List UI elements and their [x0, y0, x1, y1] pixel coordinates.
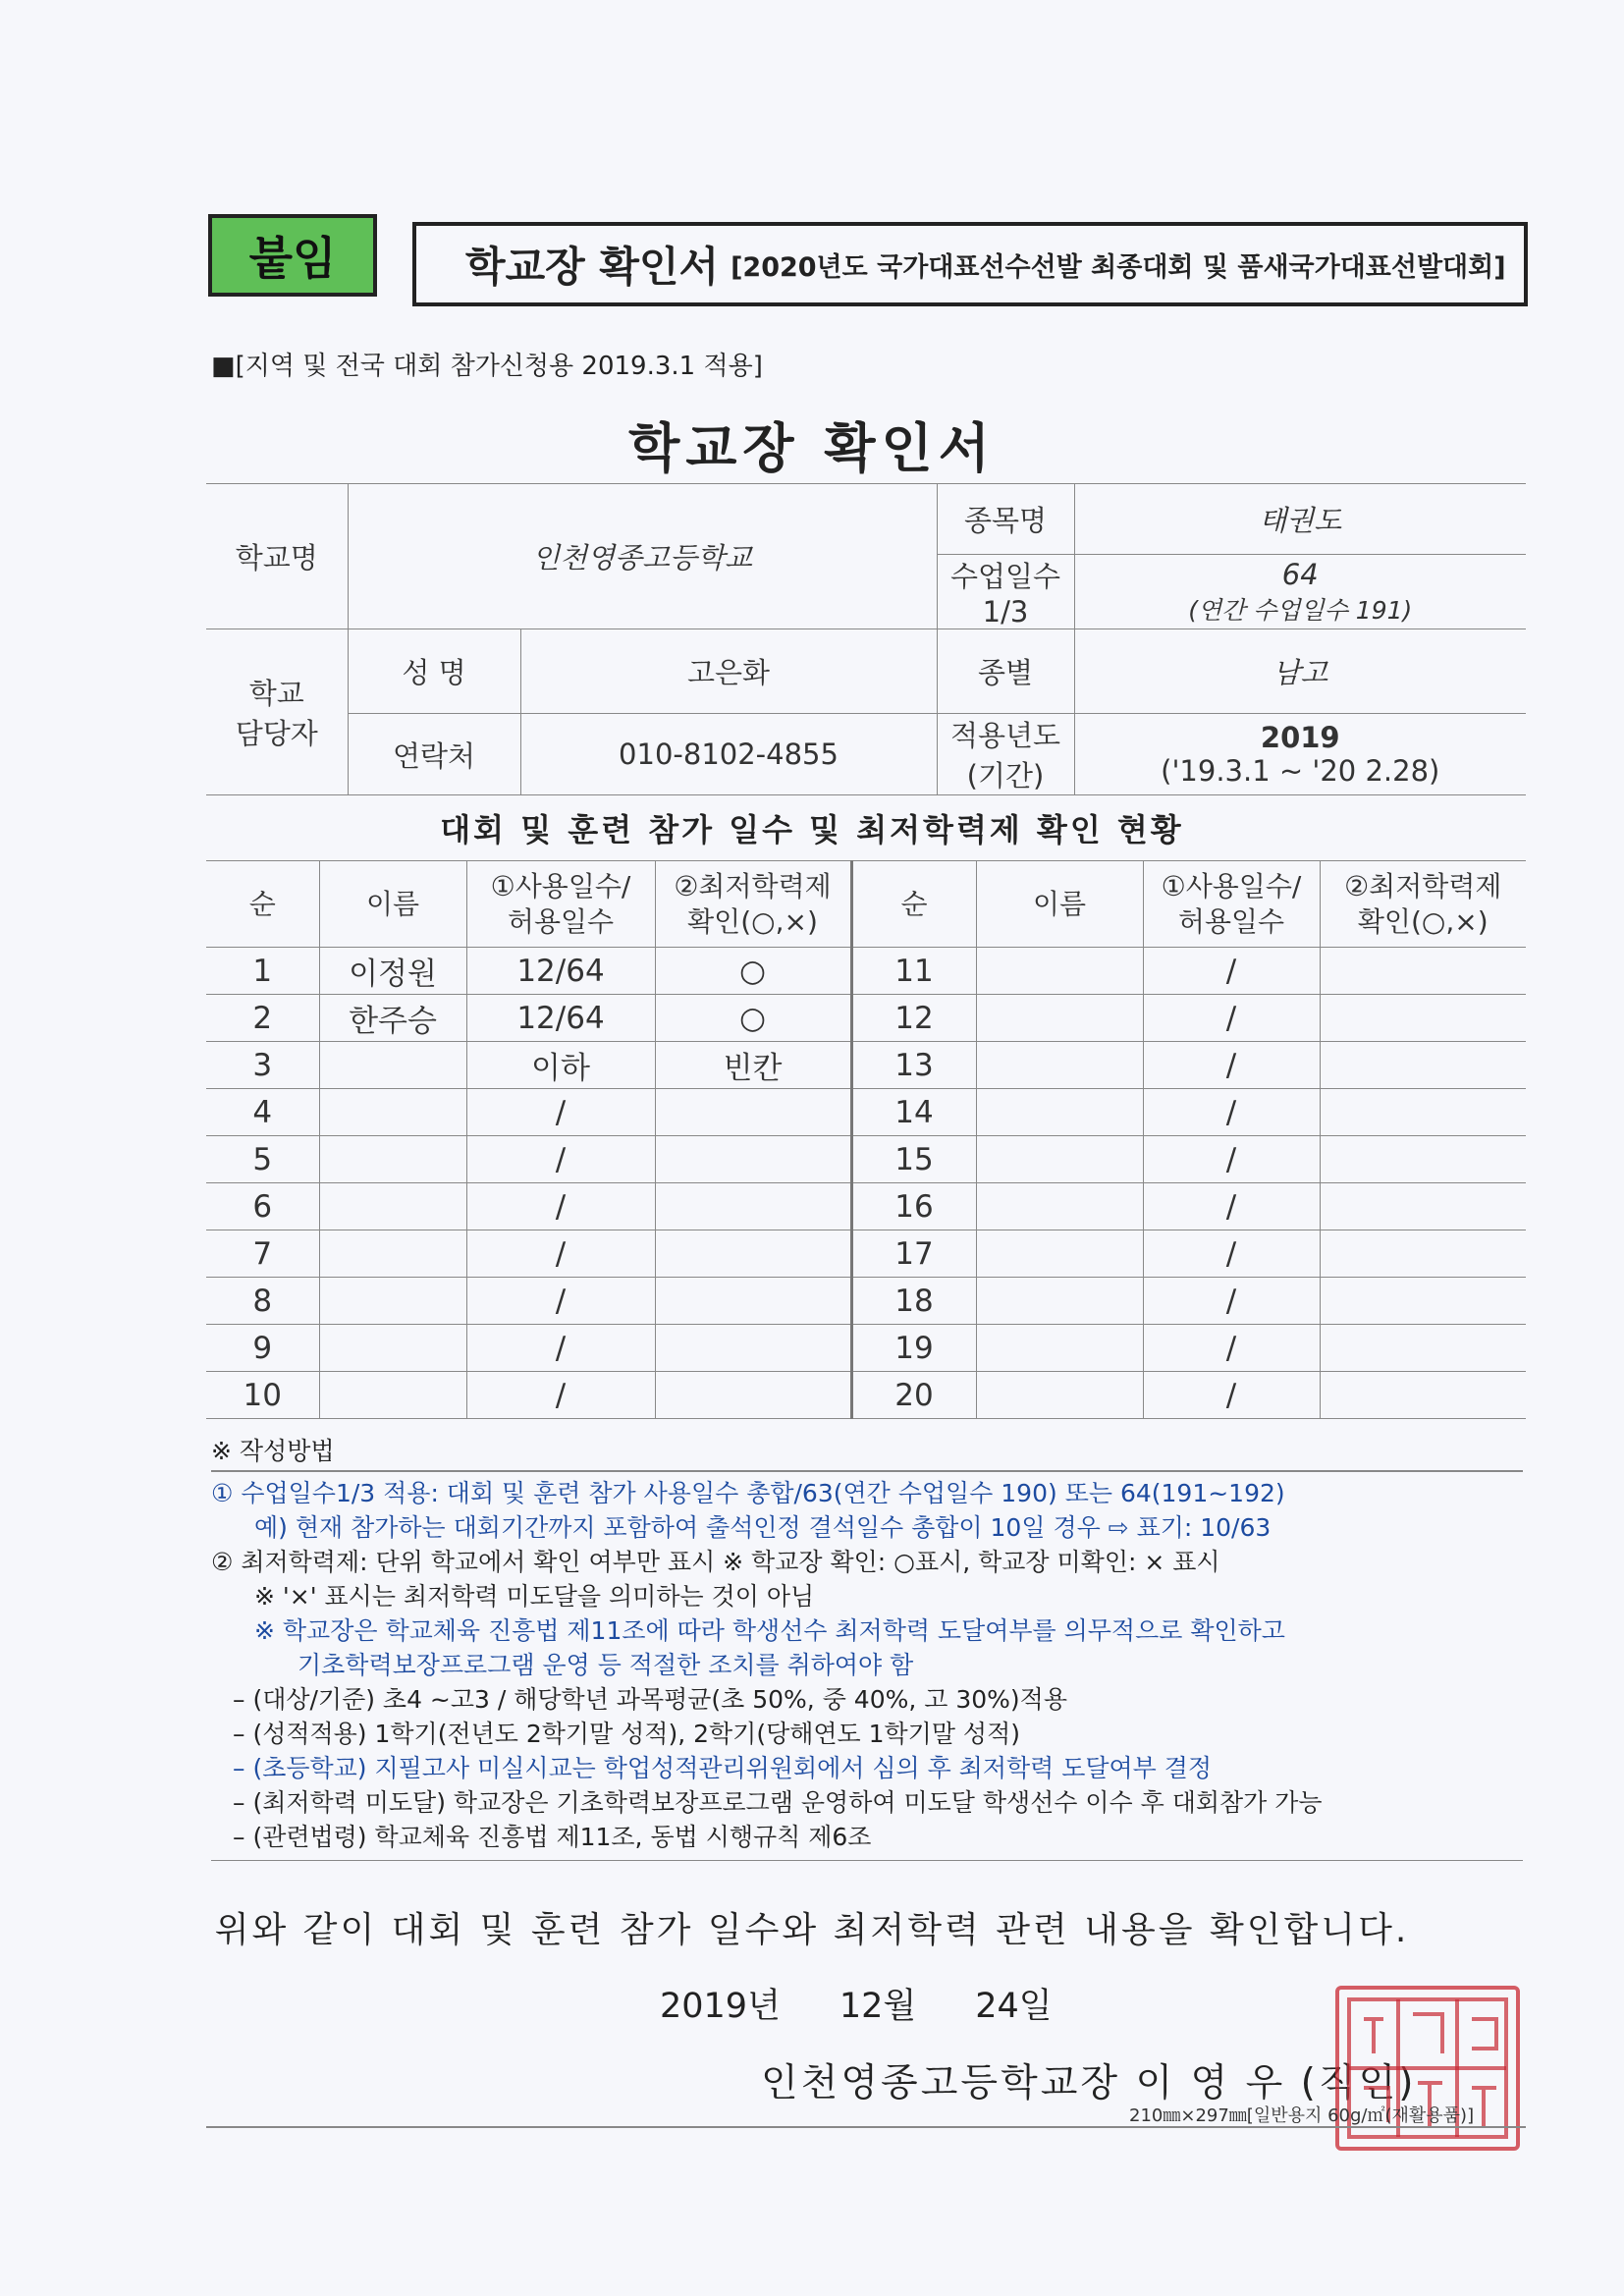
note-2a: ② 최저학력제: 단위 학교에서 확인 여부만 표시 ※ 학교장 확인: ○표시, 학교장 미확인: × 표시 [211, 1547, 1220, 1576]
cell-right-no: 13 [851, 1042, 976, 1089]
cell-right-days: / [1143, 1372, 1320, 1419]
principal-signature: 인천영종고등학교장 이 영 우 (직인) [761, 2061, 1417, 2105]
table-row [206, 1136, 1526, 1183]
date-day: 24일 [975, 1987, 1053, 2026]
table-row [206, 948, 1526, 995]
cell-left-name: 한주승 [319, 995, 466, 1042]
cell-right-name [976, 1089, 1143, 1136]
cell-right-days: / [1143, 1325, 1320, 1372]
note-2d: 기초학력보장프로그램 운영 등 적절한 조치를 취하여야 함 [298, 1650, 914, 1679]
cell-left-check: 빈칸 [655, 1042, 851, 1089]
detail-3: – (초등학교) 지필고사 미실시교는 학업성적관리위원회에서 심의 후 최저학력 도달여부 결정 [233, 1753, 1213, 1782]
cell-right-check [1320, 1136, 1526, 1183]
detail-4: – (최저학력 미도달) 학교장은 기초학력보장프로그램 운영하여 미도달 학생선수 이수 후 대회참가 가능 [233, 1787, 1323, 1817]
staff-label [206, 629, 348, 795]
cell-right-check [1320, 1089, 1526, 1136]
header-check-line1: ②최저학력제 [674, 869, 832, 902]
cell-right-check [1320, 948, 1526, 995]
cell-right-days: / [1143, 1136, 1320, 1183]
sport-label: 종목명 [937, 484, 1074, 555]
year-period: ('19.3.1 ~ '20 2.28) [1161, 754, 1440, 788]
school-name-label: 학교명 [206, 484, 348, 629]
header-name-right: 이름 [976, 861, 1143, 948]
header-check-line2: 확인(○,×) [687, 904, 818, 938]
cell-right-check [1320, 1183, 1526, 1230]
note-1b: 예) 현재 참가하는 대회기간까지 포함하여 출석인정 결석일수 총합이 10일 경우 ⇨ 표기: 10/63 [254, 1512, 1272, 1542]
year-label-line2: (기간) [966, 759, 1045, 793]
cell-left-days: 12/64 [466, 995, 655, 1042]
cell-right-name [976, 1042, 1143, 1089]
table-header-row [206, 861, 1526, 948]
contact-label: 연락처 [348, 714, 520, 795]
cell-right-days: / [1143, 1089, 1320, 1136]
table-row [206, 1183, 1526, 1230]
cell-right-days: / [1143, 1230, 1320, 1278]
table-row [206, 995, 1526, 1042]
box-subtitle: [2020년도 국가대표선수선발 최종대회 및 품새국가대표선발대회] [731, 251, 1506, 283]
cell-right-name [976, 948, 1143, 995]
cell-right-days: / [1143, 1042, 1320, 1089]
table-row [206, 1372, 1526, 1419]
staff-name-value: 고은화 [520, 629, 937, 714]
cell-left-check: ○ [655, 948, 851, 995]
header-days-right-line1: ①사용일수/ [1161, 869, 1302, 902]
detail-1: – (대상/기준) 초4 ~고3 / 해당학년 과목평균(초 50%, 중 40%, 고 30%)적용 [233, 1684, 1067, 1714]
cell-right-check [1320, 1278, 1526, 1325]
header-no: 순 [206, 861, 319, 948]
cell-left-no: 1 [206, 948, 319, 995]
header-days-right-line2: 허용일수 [1177, 904, 1285, 938]
cell-left-no: 9 [206, 1325, 319, 1372]
cell-left-check: ○ [655, 995, 851, 1042]
cell-right-name [976, 1325, 1143, 1372]
cell-right-no: 19 [851, 1325, 976, 1372]
document-title-box [412, 222, 1528, 306]
year-value-number: 2019 [1260, 721, 1340, 754]
cell-left-days: / [466, 1278, 655, 1325]
table-row [206, 1042, 1526, 1089]
cell-right-name [976, 1278, 1143, 1325]
header-days [466, 861, 655, 948]
cell-right-name [976, 995, 1143, 1042]
school-days-note: (연간 수업일수 191) [1188, 595, 1413, 625]
school-info-table [206, 483, 1526, 795]
confirmation-text: 위와 같이 대회 및 훈련 참가 일수와 최저학력 관련 내용을 확인합니다. [214, 1910, 1410, 1950]
cell-right-no: 18 [851, 1278, 976, 1325]
cell-right-no: 14 [851, 1089, 976, 1136]
cell-left-name [319, 1325, 466, 1372]
cell-left-days: / [466, 1325, 655, 1372]
cell-left-days: / [466, 1372, 655, 1419]
cell-left-name [319, 1278, 466, 1325]
cell-left-name [319, 1183, 466, 1230]
header-check-right-line1: ②최저학력제 [1344, 869, 1502, 902]
issue-date [660, 1979, 1111, 2028]
cell-right-days: / [1143, 948, 1320, 995]
cell-left-days: / [466, 1089, 655, 1136]
school-days-label-line1: 수업일수 [949, 560, 1061, 593]
staff-label-line1: 학교 [248, 677, 304, 710]
instructions-divider [211, 1470, 1523, 1472]
page-title: 학교장 확인서 [628, 417, 996, 479]
school-days-label-line2: 1/3 [982, 595, 1029, 629]
cell-right-check [1320, 1230, 1526, 1278]
cell-right-days: / [1143, 995, 1320, 1042]
contact-value: 010-8102-4855 [520, 714, 937, 795]
header-check-right [1320, 861, 1526, 948]
cell-left-name [319, 1230, 466, 1278]
seal-text [1371, 2062, 1372, 2063]
cell-left-check [655, 1278, 851, 1325]
school-days-number: 64 [1281, 557, 1319, 591]
cell-left-name [319, 1089, 466, 1136]
school-days-value [1074, 555, 1526, 629]
detail-5: – (관련법령) 학교체육 진흥법 제11조, 동법 시행규칙 제6조 [233, 1822, 872, 1851]
table-row [206, 1278, 1526, 1325]
cell-right-no: 11 [851, 948, 976, 995]
cell-left-check [655, 1183, 851, 1230]
cell-left-no: 6 [206, 1183, 319, 1230]
cell-left-days: 12/64 [466, 948, 655, 995]
cell-right-no: 17 [851, 1230, 976, 1278]
cell-left-no: 5 [206, 1136, 319, 1183]
participation-table [206, 860, 1526, 1419]
cell-left-check [655, 1372, 851, 1419]
header-no-right: 순 [851, 861, 976, 948]
note-2c: ※ 학교장은 학교체육 진흥법 제11조에 따라 학생선수 최저학력 도달여부를 의무적으로 확인하고 [254, 1615, 1285, 1645]
cell-left-name [319, 1136, 466, 1183]
cell-left-name [319, 1372, 466, 1419]
year-value [1074, 714, 1526, 795]
cell-left-days: / [466, 1230, 655, 1278]
cell-left-days: 이하 [466, 1042, 655, 1089]
cell-right-check [1320, 1042, 1526, 1089]
cell-left-check [655, 1325, 851, 1372]
cell-right-no: 12 [851, 995, 976, 1042]
note-2b: ※ '×' 표시는 최저학력 미도달을 의미하는 것이 아님 [254, 1581, 815, 1611]
staff-name-label: 성 명 [348, 629, 520, 714]
category-value: 남고 [1074, 629, 1526, 714]
header-name: 이름 [319, 861, 466, 948]
table-row [206, 1089, 1526, 1136]
cell-right-no: 15 [851, 1136, 976, 1183]
cell-left-days: / [466, 1136, 655, 1183]
header-check-right-line2: 확인(○,×) [1357, 904, 1489, 938]
cell-left-name: 이정원 [319, 948, 466, 995]
year-label-line1: 적용년도 [949, 719, 1061, 752]
sport-value: 태권도 [1074, 484, 1526, 555]
date-month: 12월 [839, 1987, 917, 2026]
section-title: 대회 및 훈련 참가 일수 및 최저학력제 확인 현황 [440, 811, 1184, 848]
box-title: 학교장 확인서 [465, 243, 720, 291]
cell-right-name [976, 1183, 1143, 1230]
cell-left-check [655, 1089, 851, 1136]
header-days-line2: 허용일수 [507, 904, 615, 938]
staff-label-line2: 담당자 [235, 717, 318, 750]
cell-left-days: / [466, 1183, 655, 1230]
note-1a: ① 수업일수1/3 적용: 대회 및 훈련 참가 사용일수 총합/63(연간 수업일수 190) 또는 64(191~192) [211, 1478, 1285, 1507]
cell-left-no: 3 [206, 1042, 319, 1089]
notes-bottom-divider [211, 1860, 1523, 1862]
cell-right-no: 20 [851, 1372, 976, 1419]
cell-left-no: 2 [206, 995, 319, 1042]
cell-right-check [1320, 1325, 1526, 1372]
cell-left-check [655, 1230, 851, 1278]
table-row [206, 1230, 1526, 1278]
cell-right-name [976, 1372, 1143, 1419]
detail-2: – (성적적용) 1학기(전년도 2학기말 성적), 2학기(당해연도 1학기말 성적) [233, 1719, 1020, 1748]
cell-right-name [976, 1230, 1143, 1278]
date-year: 2019년 [660, 1987, 781, 2026]
cell-right-days: / [1143, 1183, 1320, 1230]
header-days-right [1143, 861, 1320, 948]
attachment-badge: 붙임 [208, 214, 377, 297]
cell-left-no: 4 [206, 1089, 319, 1136]
year-label [937, 714, 1074, 795]
cell-right-check [1320, 995, 1526, 1042]
category-label: 종별 [937, 629, 1074, 714]
cell-right-days: / [1143, 1278, 1320, 1325]
cell-left-check [655, 1136, 851, 1183]
cell-right-no: 16 [851, 1183, 976, 1230]
table-body [206, 948, 1526, 1419]
paper-spec: 210㎜×297㎜[일반용지 60g/㎡(재활용품)] [1129, 2105, 1475, 2126]
applicable-note: ■[지역 및 전국 대회 참가신청용 2019.3.1 적용] [211, 352, 763, 381]
instructions-heading: ※ 작성방법 [211, 1437, 335, 1465]
cell-left-no: 10 [206, 1372, 319, 1419]
cell-right-check [1320, 1372, 1526, 1419]
header-days-line1: ①사용일수/ [490, 869, 631, 902]
header-check [655, 861, 851, 948]
cell-left-no: 7 [206, 1230, 319, 1278]
table-row [206, 1325, 1526, 1372]
school-name-value: 인천영종고등학교 [348, 484, 937, 629]
cell-left-no: 8 [206, 1278, 319, 1325]
cell-right-name [976, 1136, 1143, 1183]
school-days-label [937, 555, 1074, 629]
instructions [211, 1434, 1566, 1861]
cell-left-name [319, 1042, 466, 1089]
